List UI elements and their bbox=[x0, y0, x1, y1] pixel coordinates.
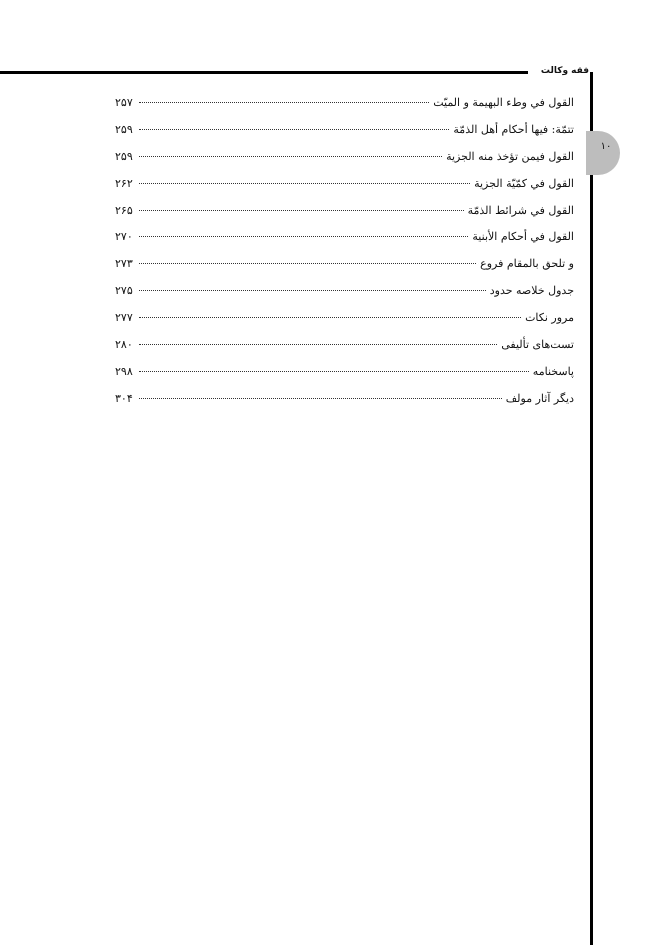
toc-entry[interactable] bbox=[115, 392, 574, 419]
header-rule bbox=[0, 71, 528, 74]
toc-dot-leader bbox=[139, 317, 521, 318]
toc-entry-title: القول فيمن تؤخذ منه الجزية bbox=[446, 149, 574, 163]
toc-entry[interactable] bbox=[115, 123, 574, 150]
toc-dot-leader bbox=[139, 210, 464, 211]
toc-entry[interactable] bbox=[115, 177, 574, 204]
toc-entry-page: ۲۵۷ bbox=[115, 96, 133, 109]
toc-dot-leader bbox=[139, 344, 497, 345]
book-title: فقه وکالت bbox=[540, 66, 589, 76]
toc-dot-leader bbox=[139, 183, 470, 184]
toc-entry-title: و تلحق بالمقام فروع bbox=[480, 257, 574, 271]
toc-entry-title: القول في كمّيّة الجزية bbox=[474, 176, 574, 190]
toc-entry[interactable] bbox=[115, 150, 574, 177]
toc-entry-page: ۲۹۸ bbox=[115, 364, 133, 378]
toc-entry-title: القول في أحكام الأبنية bbox=[472, 230, 574, 244]
toc-dot-leader bbox=[139, 371, 529, 372]
toc-entry-title: پاسخنامه bbox=[532, 364, 574, 378]
toc-dot-leader bbox=[139, 156, 442, 157]
toc-entry[interactable] bbox=[115, 96, 574, 123]
page-number-tab bbox=[586, 131, 620, 175]
toc-entry[interactable] bbox=[115, 365, 574, 392]
table-of-contents bbox=[115, 96, 574, 419]
toc-dot-leader bbox=[139, 263, 476, 264]
toc-entry-title: ديگر آثار مولف bbox=[505, 391, 574, 405]
toc-entry-title: تست‌های تأليفی bbox=[501, 338, 574, 352]
toc-dot-leader bbox=[139, 398, 502, 399]
toc-entry-page: ۲۷۳ bbox=[115, 257, 133, 271]
toc-entry-title: تتمّة: فيها أحكام أهل الذمّة bbox=[453, 122, 574, 136]
toc-entry-page: ۲۷۷ bbox=[115, 311, 133, 325]
toc-dot-leader bbox=[139, 129, 449, 130]
toc-entry-page: ۲۶۲ bbox=[115, 176, 133, 190]
toc-entry[interactable] bbox=[115, 338, 574, 365]
toc-entry[interactable] bbox=[115, 204, 574, 231]
toc-dot-leader bbox=[139, 290, 486, 291]
toc-entry-page: ۲۵۹ bbox=[115, 122, 133, 136]
toc-entry-title: جدول خلاصه حدود bbox=[489, 284, 574, 298]
margin-rule bbox=[590, 72, 593, 945]
toc-entry-page: ۲۷۰ bbox=[115, 230, 133, 244]
toc-entry-page: ۳۰۴ bbox=[115, 391, 133, 405]
toc-entry-page: ۲۵۹ bbox=[115, 149, 133, 163]
toc-entry-page: ۲۷۵ bbox=[115, 284, 133, 298]
toc-dot-leader bbox=[139, 236, 468, 237]
toc-dot-leader bbox=[139, 102, 429, 103]
toc-entry-title: القول في وطء البهيمة و الميّت bbox=[433, 96, 574, 109]
toc-entry-page: ۲۸۰ bbox=[115, 338, 133, 352]
toc-entry[interactable] bbox=[115, 230, 574, 257]
toc-entry[interactable] bbox=[115, 257, 574, 284]
toc-entry-title: القول في شرائط الذمّة bbox=[467, 203, 574, 217]
toc-entry[interactable] bbox=[115, 284, 574, 311]
toc-entry-page: ۲۶۵ bbox=[115, 203, 133, 217]
toc-entry[interactable] bbox=[115, 311, 574, 338]
toc-entry-title: مرور نكات bbox=[525, 311, 574, 325]
page-number: ۱۰ bbox=[600, 141, 612, 152]
